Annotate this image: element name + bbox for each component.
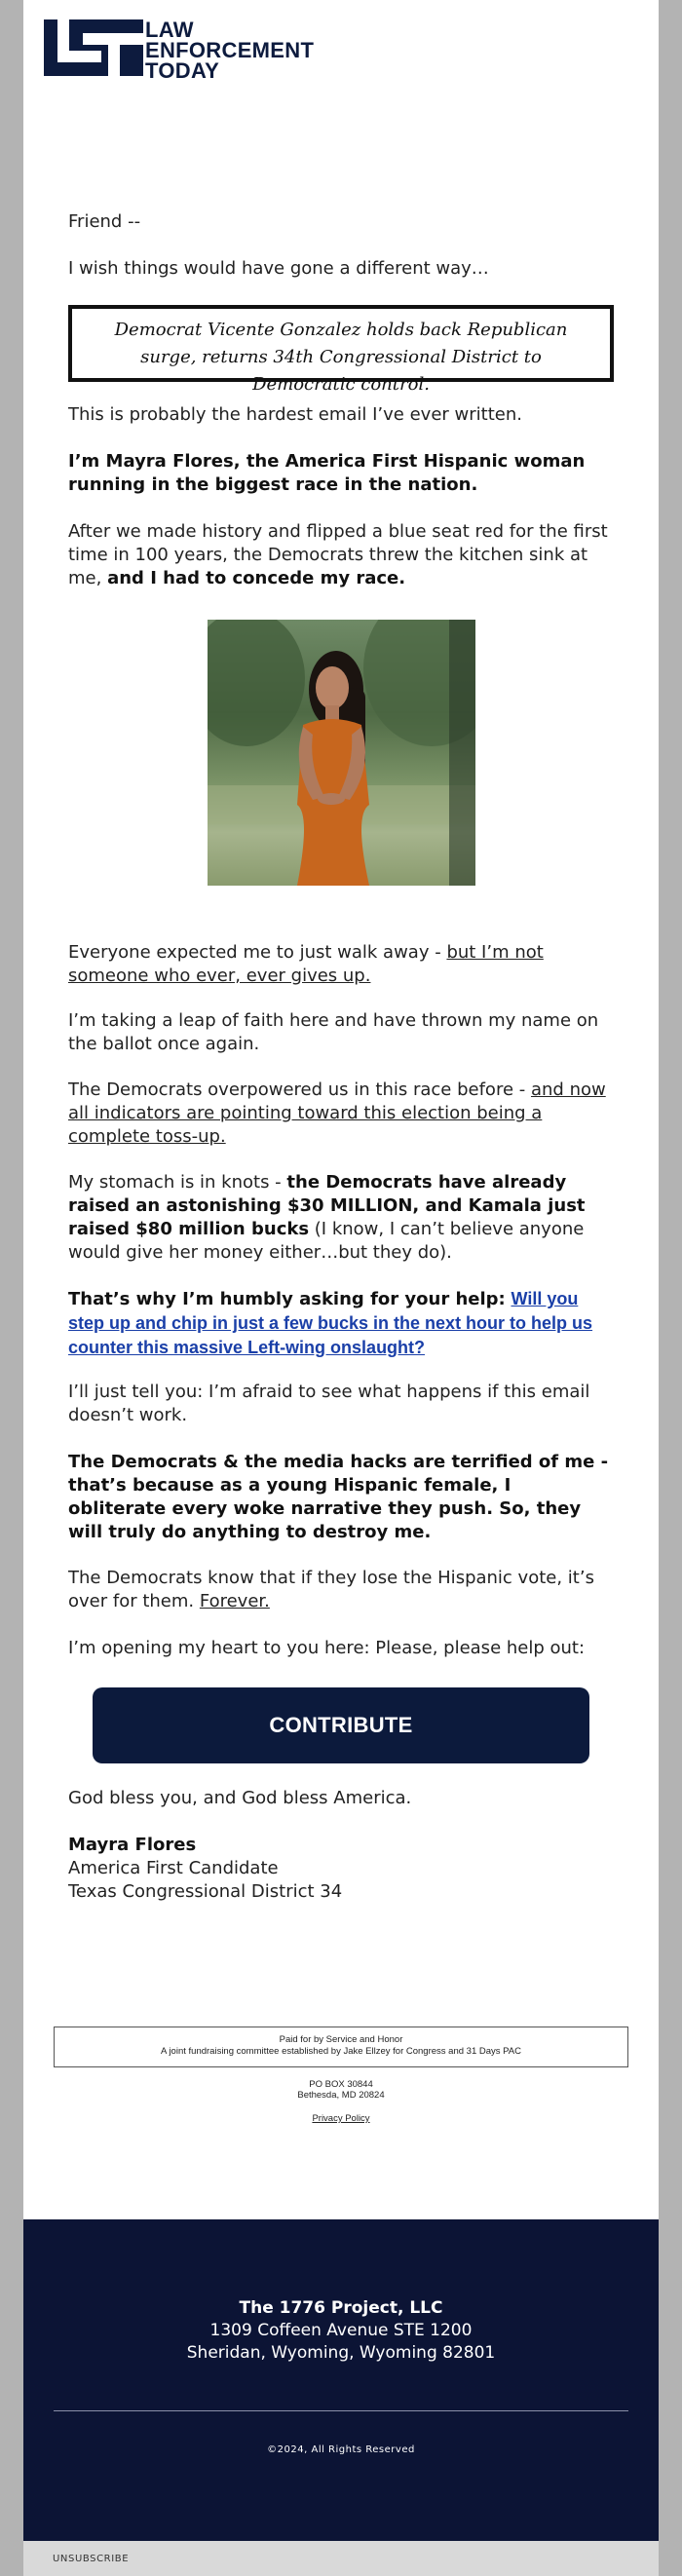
paragraph-7-underline: and now all indicators are pointing toward this election being a complete toss-up. (68, 1080, 606, 1147)
paragraph-8-bold: the Democrats have already raised an astonishing $30 MILLION, and Kamala just raised $80 million bucks (68, 1172, 586, 1239)
unsubscribe-bar (23, 2541, 659, 2576)
logo-line-3: TODAY (145, 58, 220, 83)
paragraph-9 (68, 1287, 614, 1360)
paragraph-5 (68, 941, 614, 988)
paragraph-1: I wish things would have gone a different way… (68, 258, 489, 279)
signature-name (68, 1834, 614, 1857)
copyright: ©2024, All Rights Reserved (267, 2444, 415, 2455)
signature-title: America First Candidate (68, 1858, 279, 1878)
paragraph-11 (68, 1451, 614, 1544)
paragraph-7-text: The Democrats overpowered us in this race before - (68, 1080, 526, 1100)
paragraph-6: I’m taking a leap of faith here and have thrown my name on the ballot once again. (68, 1010, 599, 1054)
po-box: PO BOX 30844 (309, 2079, 373, 2090)
unsubscribe-link[interactable]: UNSUBSCRIBE (53, 2554, 130, 2564)
paragraph-5-underline: but I’m not someone who ever, ever gives up. (68, 942, 544, 986)
footer (23, 2219, 659, 2541)
paragraph-11-bold: The Democrats & the media hacks are terrified of me - that’s because as a young Hispanic female, I obliterate every woke narrative they push. So, they will truly do anything to destroy me. (68, 1452, 609, 1542)
paragraph-4-text: After we made history and flipped a blue seat red for the first time in 100 years, the Democrats threw the kitchen sink at me, (68, 521, 608, 588)
greeting: Friend -- (68, 211, 141, 232)
paragraph-3-bold: I’m Mayra Flores, the America First Hispanic woman running in the biggest race in the nation. (68, 451, 586, 495)
paragraph-4 (68, 520, 614, 590)
logo-line-1: LAW (145, 18, 194, 42)
signature-district: Texas Congressional District 34 (68, 1881, 343, 1902)
logo-wordmark (145, 19, 314, 81)
signature-block (68, 1834, 614, 1904)
candidate-photo-illustration (208, 620, 475, 886)
paragraph-4-bold: and I had to concede my race. (107, 568, 406, 588)
disclaimer-line-2: A joint fundraising committee established by Jake Ellzey for Congress and 31 Days PAC (161, 2046, 521, 2057)
headline-quote-box (68, 305, 614, 395)
let-logo-mark-icon (44, 19, 143, 76)
paragraph-8-text-1: My stomach is in knots - (68, 1172, 282, 1193)
logo-line-2: ENFORCEMENT (145, 38, 315, 62)
footer-divider (54, 2410, 628, 2411)
paragraph-10: I’ll just tell you: I’m afraid to see what happens if this email doesn’t work. (68, 1382, 590, 1425)
paragraph-5-text: Everyone expected me to just walk away - (68, 942, 441, 963)
paragraph-13: I’m opening my heart to you here: Please, please help out: (68, 1638, 586, 1658)
footer-address (23, 2320, 659, 2365)
footer-street: 1309 Coffeen Avenue STE 1200 (209, 2321, 473, 2340)
paragraph-9-bold: That’s why I’m humbly asking for your help: (68, 1289, 506, 1309)
headline-quote: Democrat Vicente Gonzalez holds back Republican surge, returns 34th Congressional District to Democratic control. (114, 320, 568, 395)
signature-name-text: Mayra Flores (68, 1835, 197, 1855)
paragraph-7 (68, 1079, 614, 1149)
privacy-row (23, 2113, 659, 2124)
email-body (23, 0, 659, 2576)
donate-text-link[interactable]: Will you step up and chip in just a few bucks in the next hour to help us counter this massive Left-wing onslaught? (68, 1289, 593, 1357)
po-city: Bethesda, MD 20824 (297, 2090, 385, 2101)
paragraph-12-text: The Democrats know that if they lose the Hispanic vote, it’s over for them. (68, 1568, 594, 1611)
paragraph-8-text-2: (I know, I can’t believe anyone would give her money either…but they do). (68, 1219, 585, 1263)
footer-org-name: The 1776 Project, LLC (239, 2298, 443, 2318)
privacy-policy-link[interactable]: Privacy Policy (312, 2113, 370, 2124)
law-enforcement-today-logo[interactable] (44, 18, 356, 83)
mailing-address (23, 2079, 659, 2101)
paid-for-disclaimer (54, 2027, 628, 2067)
paragraph-12 (68, 1567, 614, 1613)
candidate-photo (208, 620, 475, 886)
closing-line: God bless you, and God bless America. (68, 1788, 412, 1808)
contribute-button[interactable]: CONTRIBUTE (93, 1687, 589, 1763)
footer-city: Sheridan, Wyoming, Wyoming 82801 (186, 2343, 496, 2363)
disclaimer-line-1: Paid for by Service and Honor (279, 2034, 403, 2045)
paragraph-12-underline: Forever. (199, 1591, 270, 1611)
paragraph-2: This is probably the hardest email I’ve ever written. (68, 404, 522, 425)
paragraph-8 (68, 1171, 614, 1265)
paragraph-3 (68, 450, 614, 497)
